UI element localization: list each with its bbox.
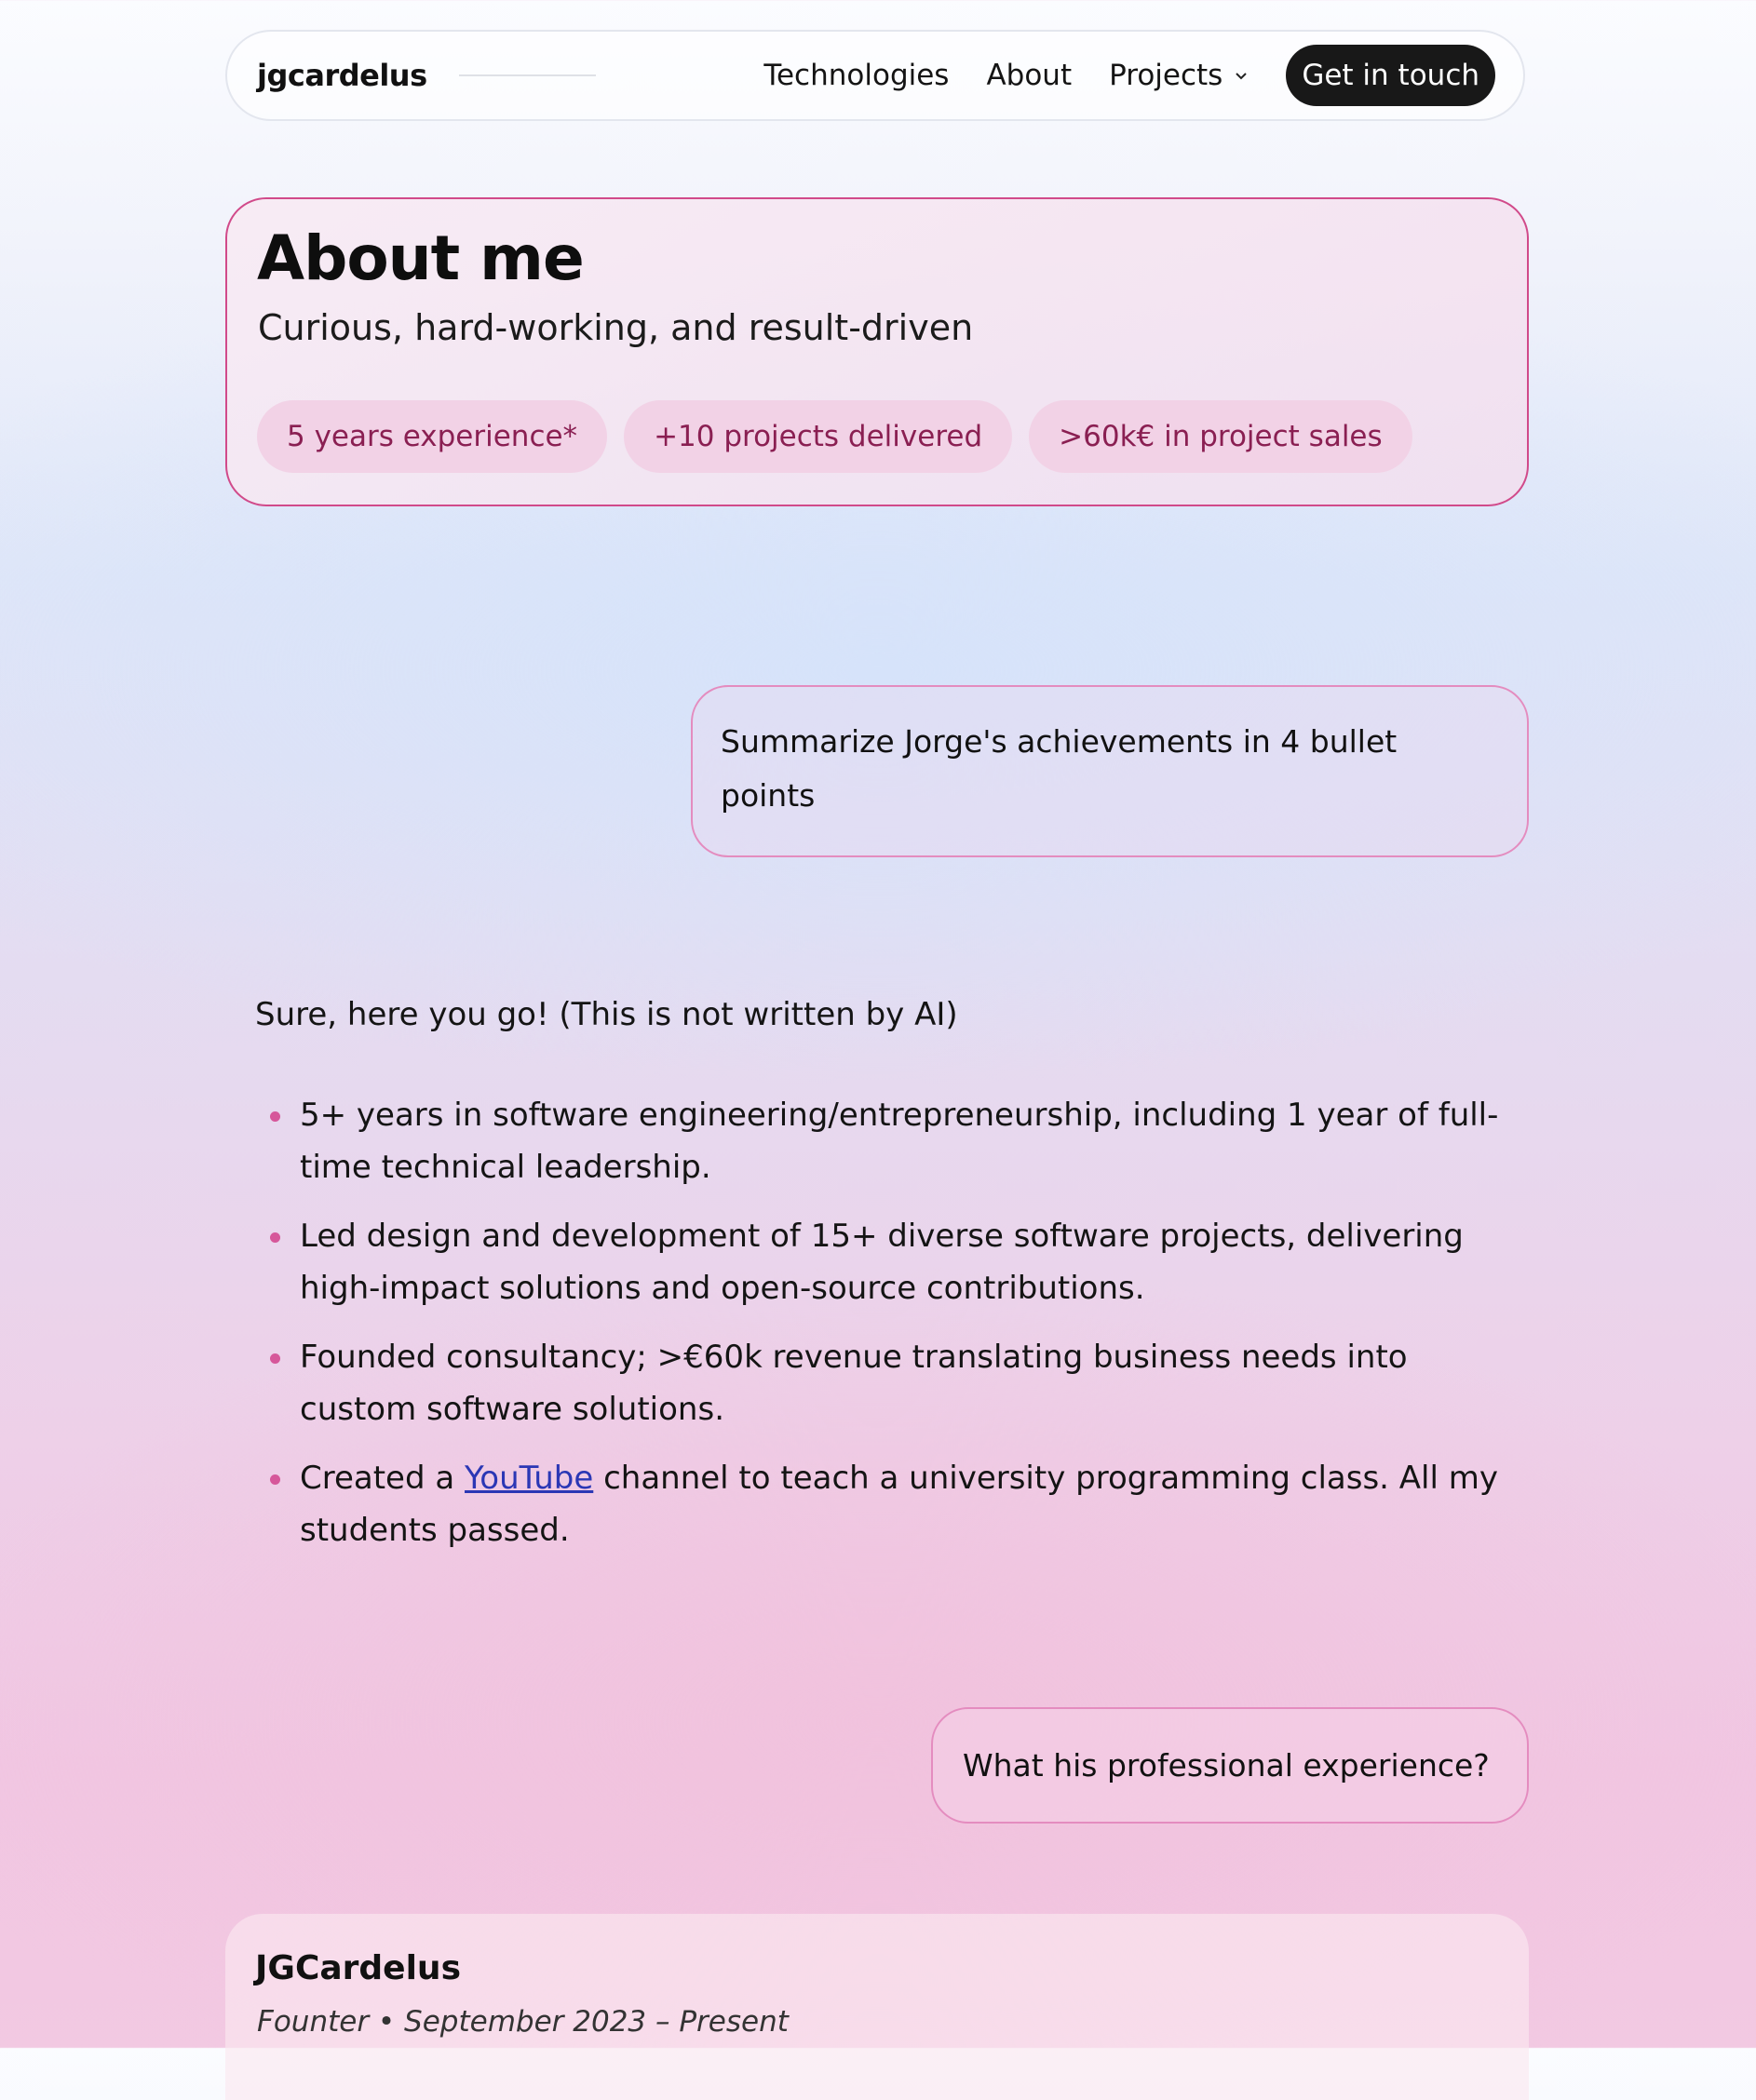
list-item bbox=[266, 1452, 1505, 1556]
user-question-bubble-2: What his professional experience? bbox=[931, 1707, 1529, 1824]
get-in-touch-button[interactable]: Get in touch bbox=[1286, 45, 1495, 106]
nav-dropdown-projects[interactable] bbox=[1109, 59, 1249, 92]
bullet-dot bbox=[270, 1232, 280, 1243]
bullet-dot bbox=[270, 1474, 280, 1485]
list-item bbox=[266, 1089, 1505, 1193]
list-item-text: Founded consultancy; >€60k revenue translating business needs into custom software solutions. bbox=[300, 1339, 1408, 1428]
badge-experience: 5 years experience* bbox=[257, 400, 607, 473]
nav-link-about[interactable]: About bbox=[986, 59, 1073, 92]
experience-company: JGCardelus bbox=[255, 1949, 461, 1987]
page-title: About me bbox=[257, 222, 584, 294]
badge-list bbox=[257, 400, 1412, 473]
achievements-list bbox=[266, 1089, 1505, 1573]
bullet-dot bbox=[270, 1111, 280, 1122]
list-item-text-after: channel to teach a university programming class. All my students passed. bbox=[300, 1460, 1498, 1549]
list-item-text: 5+ years in software engineering/entrepreneurship, including 1 year of full-time technical leadership. bbox=[300, 1097, 1499, 1186]
list-item-text: Led design and development of 15+ diverse software projects, delivering high-impact solutions and open-source contributions. bbox=[300, 1218, 1464, 1307]
youtube-link[interactable]: YouTube bbox=[465, 1460, 594, 1497]
answer-intro: Sure, here you go! (This is not written by AI) bbox=[255, 996, 958, 1033]
nav-dropdown-projects-label: Projects bbox=[1109, 59, 1223, 92]
list-item bbox=[266, 1210, 1505, 1314]
experience-card bbox=[225, 1914, 1529, 2100]
brand-logo[interactable]: jgcardelus bbox=[257, 58, 427, 93]
user-question-bubble: Summarize Jorge's achievements in 4 bullet points bbox=[691, 685, 1529, 857]
top-nav bbox=[225, 30, 1525, 121]
about-card bbox=[225, 197, 1529, 506]
chevron-down-icon bbox=[1234, 68, 1249, 83]
list-item-text-before: Created a bbox=[300, 1460, 466, 1497]
nav-divider bbox=[459, 74, 597, 76]
bullet-dot bbox=[270, 1353, 280, 1364]
list-item bbox=[266, 1331, 1505, 1435]
nav-link-technologies[interactable]: Technologies bbox=[763, 59, 950, 92]
badge-sales: >60k€ in project sales bbox=[1029, 400, 1412, 473]
badge-projects: +10 projects delivered bbox=[624, 400, 1012, 473]
page-subtitle: Curious, hard-working, and result-driven bbox=[258, 307, 974, 348]
experience-role: Founter • September 2023 – Present bbox=[257, 2005, 789, 2039]
